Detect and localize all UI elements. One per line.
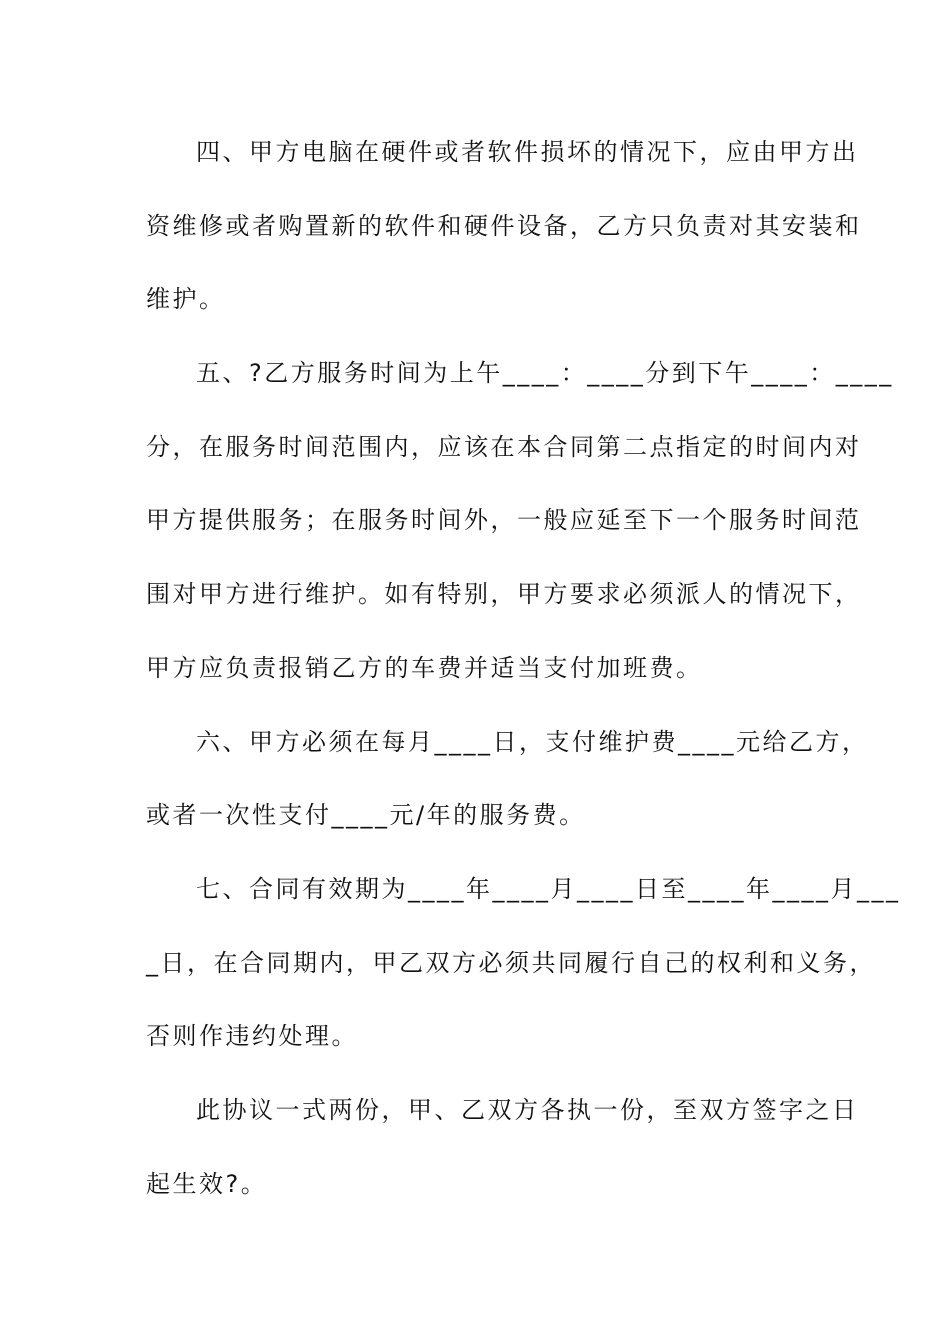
paragraph-line: 此协议一式两份，甲、乙双方各执一份，至双方签字之日: [196, 1095, 859, 1124]
paragraph-4: [146, 116, 862, 337]
paragraph-6: [146, 706, 869, 853]
paragraph-5: [146, 337, 894, 705]
paragraph-closing: [146, 1074, 859, 1221]
paragraph-line: 起生效?。: [146, 1169, 268, 1198]
paragraph-line: 五、?乙方服务时间为上午____：____分到下午____：____: [196, 359, 894, 388]
paragraph-7: [146, 853, 901, 1074]
paragraph-line: 四、甲方电脑在硬件或者软件损坏的情况下，应由甲方出: [196, 138, 859, 166]
paragraph-line: 甲方应负责报销乙方的车费并适当支付加班费。: [146, 653, 703, 682]
paragraph-line: 资维修或者购置新的软件和硬件设备，乙方只负责对其安装和: [146, 211, 862, 240]
paragraph-line: 维护。: [146, 285, 226, 314]
paragraph-line: 围对甲方进行维护。如有特别，甲方要求必须派人的情况下，: [146, 580, 862, 609]
paragraph-line: 否则作违约处理。: [146, 1022, 358, 1051]
paragraph-line: 七、合同有效期为____年____月____日至____年____月___: [196, 874, 901, 903]
paragraph-line: 甲方提供服务；在服务时间外，一般应延至下一个服务时间范: [146, 506, 862, 535]
paragraph-line: 或者一次性支付____元/年的服务费。: [146, 801, 586, 830]
paragraph-line: 分，在服务时间范围内，应该在本合同第二点指定的时间内对: [146, 432, 862, 461]
paragraph-line: 六、甲方必须在每月____日，支付维护费____元给乙方，: [196, 727, 869, 756]
document-body: [146, 116, 901, 1221]
paragraph-line: _日，在合同期内，甲乙双方必须共同履行自己的权利和义务，: [146, 948, 876, 977]
